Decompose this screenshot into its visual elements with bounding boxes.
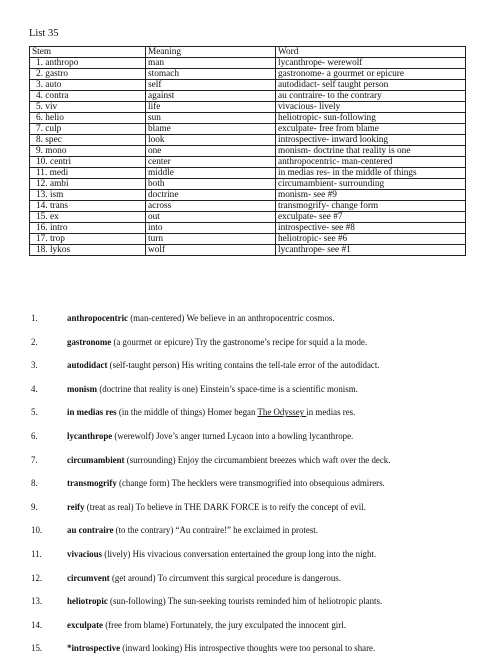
table-row xyxy=(30,179,466,190)
example-sentence: Einstein’s space-time is a scientific monism. xyxy=(200,383,358,394)
vocab-term: *introspective xyxy=(67,643,121,654)
item-number: 5. xyxy=(31,407,38,418)
example-sentence: We believe in an anthropocentric cosmos. xyxy=(186,313,335,323)
meaning-cell: across xyxy=(146,201,276,212)
list-item xyxy=(31,644,481,668)
column-header-word: Word xyxy=(276,47,466,58)
table-row xyxy=(30,245,466,256)
list-item xyxy=(31,408,481,432)
item-number: 9. xyxy=(31,501,38,512)
example-sentence: Jove’s anger turned Lycaon into a howling lycanthrope. xyxy=(156,430,354,441)
vocab-term: in medias res xyxy=(67,407,117,418)
table-row xyxy=(30,212,466,223)
stem-cell: 16. intro xyxy=(30,223,146,234)
item-number: 7. xyxy=(31,454,38,465)
vocab-term: reify xyxy=(67,501,85,512)
stem-cell: 12. ambi xyxy=(30,179,146,190)
stem-meaning-word-table xyxy=(29,46,466,256)
vocab-term: autodidact xyxy=(67,360,108,371)
item-number: 4. xyxy=(31,383,38,394)
vocab-term: transmogrify xyxy=(67,478,117,489)
table-body xyxy=(30,58,466,256)
example-sentence: His introspective thoughts were too personal to share. xyxy=(184,643,376,654)
example-sentence: The hecklers were transmogrified into obsequious admirers. xyxy=(171,478,385,489)
word-cell: monism- see #9 xyxy=(276,190,466,201)
column-header-meaning: Meaning xyxy=(146,47,276,58)
term-gloss: (get around) xyxy=(109,572,158,583)
term-gloss: (inward looking) xyxy=(120,643,185,654)
item-number: 13. xyxy=(31,596,43,607)
term-gloss: (doctrine that reality is one) xyxy=(97,383,201,394)
word-cell: circumambient- surrounding xyxy=(276,179,466,190)
stem-cell: 15. ex xyxy=(30,212,146,223)
stem-cell: 11. medi xyxy=(30,168,146,179)
list-item xyxy=(31,479,481,503)
example-sentence: His vivacious conversation entertained the group long into the night. xyxy=(132,548,377,559)
list-item xyxy=(31,432,481,456)
stem-cell: 9. mono xyxy=(30,146,146,157)
term-gloss: (man-centered) xyxy=(127,313,187,323)
stem-cell: 7. culp xyxy=(30,124,146,135)
word-cell: heliotropic- see #6 xyxy=(276,234,466,245)
example-sentence: To circumvent this surgical procedure is dangerous. xyxy=(157,572,341,583)
example-sentence: The sun-seeking tourists reminded him of heliotropic plants. xyxy=(167,596,383,607)
table-row xyxy=(30,135,466,146)
vocab-term: exculpate xyxy=(67,619,103,630)
meaning-cell: wolf xyxy=(146,245,276,256)
word-cell: vivacious- lively xyxy=(276,102,466,113)
term-gloss: (to the contrary) xyxy=(113,525,176,536)
vocab-term: lycanthrope xyxy=(67,430,113,441)
table-row xyxy=(30,69,466,80)
stem-cell: 3. auto xyxy=(30,80,146,91)
word-cell: introspective- see #8 xyxy=(276,223,466,234)
meaning-cell: turn xyxy=(146,234,276,245)
meaning-cell: blame xyxy=(146,124,276,135)
list-item xyxy=(31,574,481,598)
example-sentence: Fortunately, the jury exculpated the innocent girl. xyxy=(170,619,346,630)
stem-cell: 5. viv xyxy=(30,102,146,113)
stem-cell: 10. centri xyxy=(30,157,146,168)
vocab-term: vivacious xyxy=(67,548,103,559)
term-gloss: (werewolf) xyxy=(112,430,157,441)
meaning-cell: look xyxy=(146,135,276,146)
meaning-cell: sun xyxy=(146,113,276,124)
list-item xyxy=(31,361,481,385)
item-number: 2. xyxy=(31,336,38,347)
stem-cell: 6. helio xyxy=(30,113,146,124)
word-cell: heliotropic- sun-following xyxy=(276,113,466,124)
term-gloss: (free from blame) xyxy=(103,619,171,630)
table-row xyxy=(30,223,466,234)
meaning-cell: life xyxy=(146,102,276,113)
table-row xyxy=(30,190,466,201)
table-row xyxy=(30,102,466,113)
stem-cell: 8. spec xyxy=(30,135,146,146)
table-row xyxy=(30,113,466,124)
term-gloss: (self-taught person) xyxy=(107,360,182,371)
column-header-stem: Stem xyxy=(30,47,146,58)
word-cell: exculpate- free from blame xyxy=(276,124,466,135)
word-cell: gastronome- a gourmet or epicure xyxy=(276,69,466,80)
list-item xyxy=(31,456,481,480)
meaning-cell: man xyxy=(146,58,276,69)
table-row xyxy=(30,80,466,91)
list-item xyxy=(31,314,481,338)
list-item xyxy=(31,385,481,409)
term-gloss: (change form) xyxy=(116,478,172,489)
meaning-cell: into xyxy=(146,223,276,234)
list-item xyxy=(31,597,481,621)
word-cell: transmogrify- change form xyxy=(276,201,466,212)
example-sentence-start: Homer began xyxy=(207,407,258,418)
term-gloss: (a gourmet or epicure) xyxy=(111,336,196,347)
stem-cell: 4. contra xyxy=(30,91,146,102)
item-number: 10. xyxy=(31,525,43,536)
example-sentence: To believe in THE DARK FORCE is to reify the concept of evil. xyxy=(135,501,366,512)
meaning-cell: self xyxy=(146,80,276,91)
table-row xyxy=(30,234,466,245)
stem-cell: 2. gastro xyxy=(30,69,146,80)
table-row xyxy=(30,157,466,168)
word-cell: in medias res- in the middle of things xyxy=(276,168,466,179)
table-row xyxy=(30,201,466,212)
table-row xyxy=(30,91,466,102)
meaning-cell: center xyxy=(146,157,276,168)
stem-cell: 14. trans xyxy=(30,201,146,212)
stem-cell: 17. trop xyxy=(30,234,146,245)
stem-cell: 18. lykos xyxy=(30,245,146,256)
term-gloss: (sun-following) xyxy=(107,596,168,607)
meaning-cell: stomach xyxy=(146,69,276,80)
stem-cell: 13. ism xyxy=(30,190,146,201)
list-item xyxy=(31,621,481,645)
meaning-cell: against xyxy=(146,91,276,102)
term-gloss: (in the middle of things) xyxy=(116,407,208,418)
word-cell: autodidact- self taught person xyxy=(276,80,466,91)
table-row xyxy=(30,168,466,179)
meaning-cell: doctrine xyxy=(146,190,276,201)
word-cell: monism- doctrine that reality is one xyxy=(276,146,466,157)
word-cell: lycanthrope- werewolf xyxy=(276,58,466,69)
item-number: 11. xyxy=(31,548,42,559)
word-cell: exculpate- see #7 xyxy=(276,212,466,223)
table-header-row xyxy=(30,47,466,58)
list-item xyxy=(31,503,481,527)
book-title: The Odyssey xyxy=(257,407,307,418)
vocab-term: anthropocentric xyxy=(67,313,128,323)
word-cell: lycanthrope- see #1 xyxy=(276,245,466,256)
item-number: 3. xyxy=(31,360,38,371)
item-number: 8. xyxy=(31,478,38,489)
meaning-cell: out xyxy=(146,212,276,223)
item-number: 1. xyxy=(31,313,38,323)
example-sentence: “Au contraire!” he exclaimed in protest. xyxy=(175,525,318,536)
vocab-term: circumvent xyxy=(67,572,110,583)
vocab-term: gastronome xyxy=(67,336,112,347)
list-title: List 35 xyxy=(29,28,59,39)
numbered-sentence-list xyxy=(31,314,481,668)
item-number: 6. xyxy=(31,430,38,441)
list-item xyxy=(31,550,481,574)
stem-cell: 1. anthropo xyxy=(30,58,146,69)
item-number: 12. xyxy=(31,572,43,583)
example-sentence: His writing contains the tell-tale error of the autodidact. xyxy=(181,360,380,371)
list-item xyxy=(31,526,481,550)
term-gloss: (surrounding) xyxy=(124,454,178,465)
item-number: 15. xyxy=(31,643,43,654)
vocab-term: circumambient xyxy=(67,454,125,465)
list-item xyxy=(31,338,481,362)
word-cell: anthropocentric- man-centered xyxy=(276,157,466,168)
term-gloss: (treat as real) xyxy=(84,501,136,512)
meaning-cell: one xyxy=(146,146,276,157)
meaning-cell: both xyxy=(146,179,276,190)
word-cell: au contraire- to the contrary xyxy=(276,91,466,102)
table-row xyxy=(30,58,466,69)
table-row xyxy=(30,146,466,157)
term-gloss: (lively) xyxy=(102,548,133,559)
vocab-term: au contraire xyxy=(67,525,114,536)
vocab-term: heliotropic xyxy=(67,596,108,607)
vocab-term: monism xyxy=(67,383,98,394)
example-sentence: Try the gastronome’s recipe for squid a la mode. xyxy=(195,336,368,347)
meaning-cell: middle xyxy=(146,168,276,179)
table-row xyxy=(30,124,466,135)
example-sentence-end: in medias res. xyxy=(306,407,356,418)
example-sentence: Enjoy the circumambient breezes which waft over the deck. xyxy=(177,454,391,465)
word-cell: introspective- inward looking xyxy=(276,135,466,146)
item-number: 14. xyxy=(31,619,43,630)
